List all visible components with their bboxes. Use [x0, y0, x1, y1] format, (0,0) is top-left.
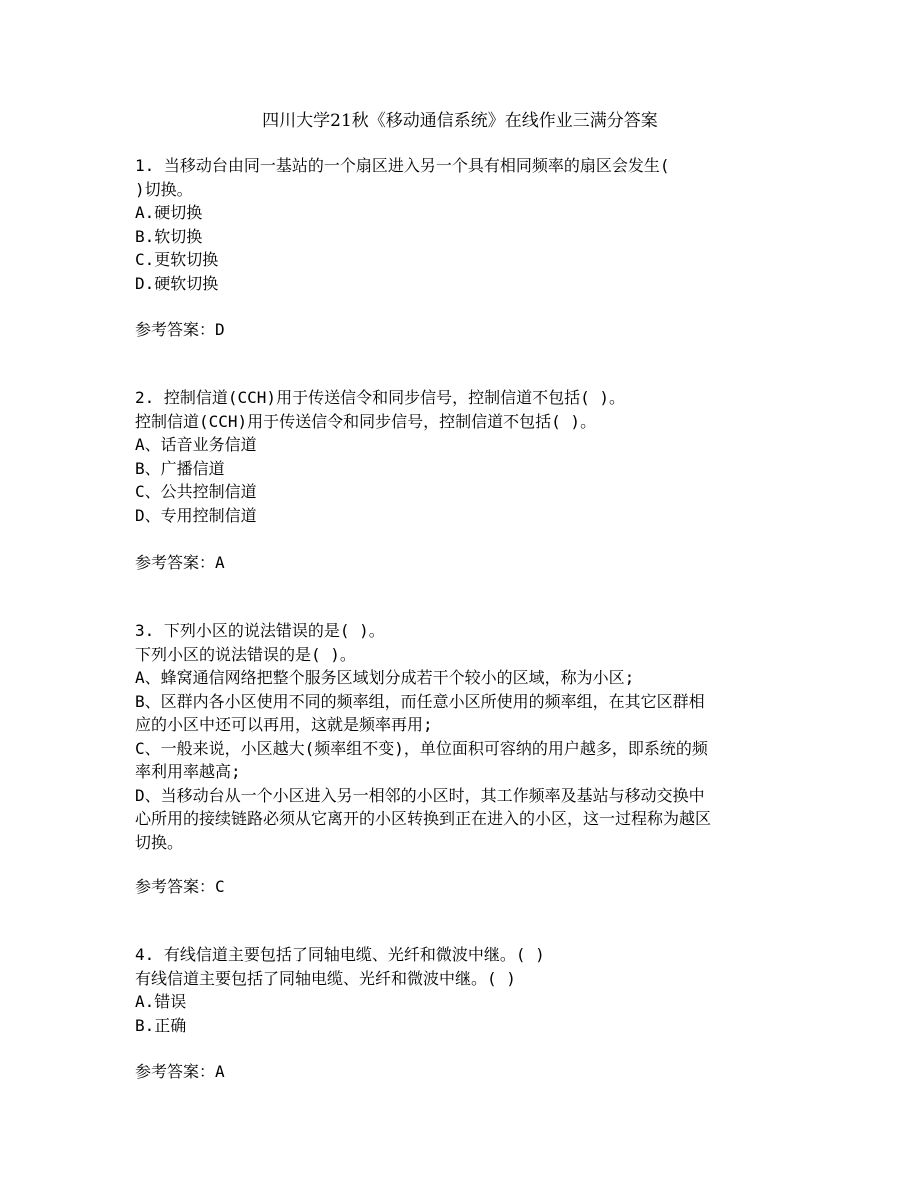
question-2-stem-line-1: 2. 控制信道(CCH)用于传送信令和同步信号，控制信道不包括( )。: [135, 388, 625, 407]
question-2-option-a: A、话音业务信道: [135, 435, 257, 454]
question-3-option-d-line-3: 切换。: [135, 832, 184, 852]
question-4-stem-line-2: 有线信道主要包括了同轴电缆、光纤和微波中继。( ): [135, 968, 516, 988]
document-title: 四川大学21秋《移动通信系统》在线作业三满分答案: [262, 111, 658, 131]
question-4-option-b: B.正确: [135, 1015, 187, 1035]
question-3-option-b-line-2: 应的小区中还可以再用，这就是频率再用;: [135, 715, 433, 734]
question-3-option-a: A、蜂窝通信网络把整个服务区域划分成若干个较小的区域，称为小区;: [135, 668, 635, 687]
question-3-stem-line-2: 下列小区的说法错误的是( )。: [135, 644, 356, 664]
question-3-stem-line-1: 3. 下列小区的说法错误的是( )。: [135, 621, 385, 640]
question-3-option-d-line-1: D、当移动台从一个小区进入另一相邻的小区时，其工作频率及基站与移动交换中: [135, 785, 705, 805]
question-1-stem-line-1: 1. 当移动台由同一基站的一个扇区进入另一个具有相同频率的扇区会发生(: [135, 156, 670, 175]
question-3-option-c-line-1: C、一般来说，小区越大(频率组不变)，单位面积可容纳的用户越多，即系统的频: [135, 738, 708, 758]
question-3-option-b-line-1: B、区群内各小区使用不同的频率组，而任意小区所使用的频率组，在其它区群相: [135, 691, 705, 711]
question-2-stem-line-2: 控制信道(CCH)用于传送信令和同步信号，控制信道不包括( )。: [135, 411, 597, 431]
question-4-option-a: A.错误: [135, 992, 187, 1011]
question-1-option-b: B.软切换: [135, 226, 203, 246]
question-2: [135, 386, 795, 527]
question-2-option-d: D、专用控制信道: [135, 505, 257, 525]
question-3-option-c-line-2: 率利用率越高;: [135, 762, 241, 781]
question-3-option-d-line-2: 心所用的接续链路必须从它离开的小区转换到正在进入的小区，这一过程称为越区: [135, 809, 712, 828]
question-1-option-a: A.硬切换: [135, 203, 203, 222]
question-3: [135, 619, 795, 854]
question-3-answer: 参考答案：C: [135, 877, 225, 896]
question-1-option-c: C.更软切换: [135, 250, 219, 269]
question-2-option-c: C、公共控制信道: [135, 482, 257, 501]
question-4-stem-line-1: 4. 有线信道主要包括了同轴电缆、光纤和微波中继。( ): [135, 945, 545, 964]
question-1: [135, 154, 795, 295]
question-1-answer: 参考答案：D: [135, 320, 225, 339]
question-1-option-d: D.硬软切换: [135, 273, 219, 293]
question-2-option-b: B、广播信道: [135, 458, 225, 478]
question-2-answer: 参考答案：A: [135, 553, 225, 572]
question-4: [135, 943, 795, 1037]
question-4-answer: 参考答案：A: [135, 1062, 225, 1081]
question-1-stem-line-2: )切换。: [135, 179, 193, 199]
